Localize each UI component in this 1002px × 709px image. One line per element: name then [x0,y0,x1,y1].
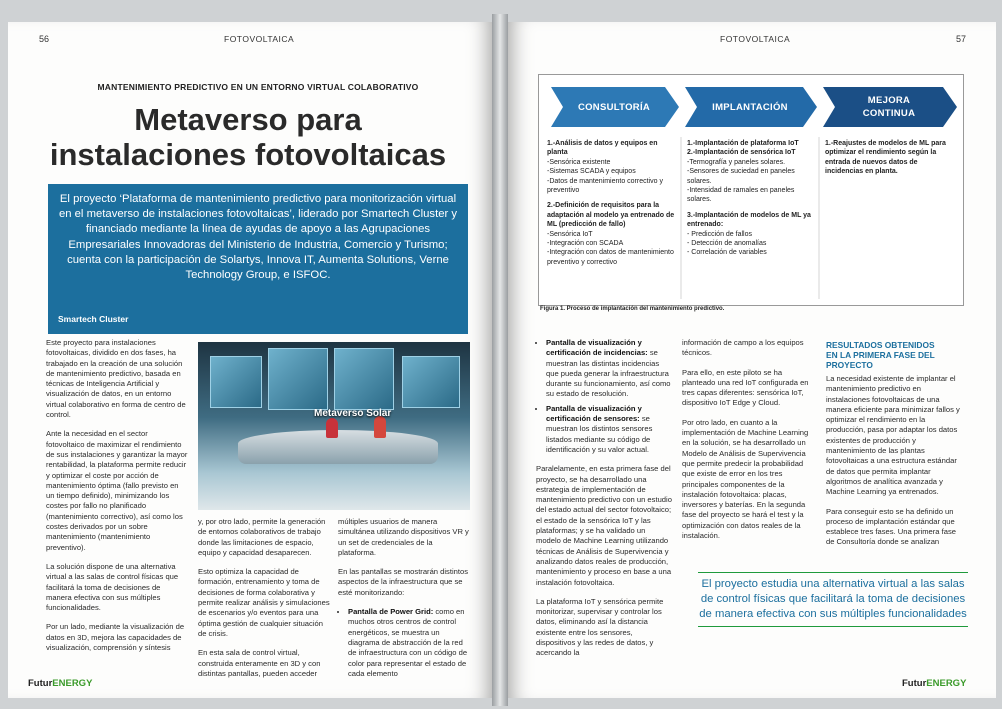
left-column-1 [46,338,188,662]
kicker: MANTENIMIENTO PREDICTIVO EN UN ENTORNO VIRTUAL COLABORATIVO [97,82,419,92]
futurenergy-logo: FuturENERGY [28,678,93,689]
pull-quote: El proyecto estudia una alternativa virtual a las salas de control físicas que facilitará la toma de decisiones de manera efectiva con sus múltiples funcionalidades [698,572,968,627]
lede-box [48,184,468,334]
paragraph: Ante la necesidad en el sector fotovoltaico de maximizar el rendimiento de sus instalaciones y garantizar la mayor rentabilidad, la plataforma permite reducir y optimizar el coste por acción de mantenimiento óptima (fallo previsto en un tiempo definido), minimizando los costes por fallo no planificado (mantenimiento correctivo), así como los costes derivados por un sobre mantenimiento (mantenimiento preventivo). [46,429,188,552]
paragraph: Este proyecto para instalaciones fotovoltaicas, dividido en dos fases, ha trabajado en la creación de una solución de mantenimiento predictivo, basada en técnicas de Inteligencia Artificial y visualización de datos, en un entorno virtual colaborativo en forma de centro de control. [46,338,186,420]
paragraph: y, por otro lado, permite la generación de entornos colaborativos de trabajo donde las limitaciones de espacio, equipo y capacidad desaparecen. [198,517,326,557]
author: Smartech Cluster [58,314,129,324]
title-line-1: Metaverso para [134,102,362,137]
paragraph: En las pantallas se mostrarán distintos aspectos de la infraestructura que se esté monitorizando: [338,567,469,597]
paragraph: Paralelamente, en esta primera fase del proyecto, se ha desarrollado una estrategia de implementación de mantenimiento predictivo con un estudio del estado actual del sector fotovoltaico; el estado de la sensórica IoT y las plataformas; y se ha validado un modelo de Machine Learning utilizando técnicas de Análisis de Supervivencia y analizando datos reales de producción, mantenimiento y proceso en base a una instalación fotovoltaica. [536,464,672,587]
stage-consultoria: CONSULTORÍA [577,101,651,113]
right-column-2 [682,338,816,550]
mejora-steps: 1.-Reajustes de modelos de ML para optimizar el rendimiento según la entrada de nuevos datos de incidencias en planta. [825,140,946,176]
list-item: • Pantalla de visualización y certificación de incidencias: se muestran las distintas incidencias que pueda generar la infraestructura durante su funcionamiento, así como su estado de resolución. [546,338,672,400]
page-number: 56 [39,34,50,44]
control-desk [238,430,438,464]
figure-caption: Figura 1. Proceso de implantación del mantenimiento predictivo. [540,306,725,312]
paragraph: Esto optimiza la capacidad de formación, entrenamiento y toma de decisiones de forma colaborativa y permite realizar análisis y simulaciones de escenarios y/o eventos para una óptima gestión de cualquier situación de crisis. [198,567,330,638]
running-head: FOTOVOLTAICA [720,34,791,44]
virtual-screen [402,356,460,408]
paragraph: En esta sala de control virtual, construida enteramente en 3D y con distintas pantallas, pueden acceder [198,648,321,678]
bullet-text: como en muchos otros centros de control energéticos, se muestra un diagrama de abstracción de la red de infraestructura con un código de color para representar el estado de cada elemento [348,607,468,678]
stage-mejora-continua: MEJORA CONTINUA [862,95,916,119]
virtual-screen [210,356,262,408]
title-line-2: instalaciones fotovoltaicas [49,137,447,172]
bullet-list [338,607,470,679]
consultoria-steps: 1.-Análisis de datos y equipos en planta -Sensórica existente -Sistemas SCADA y equipos -Datos de mantenimiento correctivo y preventivo 2.-Definición de requisitos para la adaptación al modelo ya entrenado de ML (predicción de fallo) -Sensórica IoT -Integración con SCADA -Integración con datos de mantenimiento preventivo y correctivo [547,140,675,266]
paragraph: La solución dispone de una alternativa virtual a las salas de control físicas que facilitará la toma de decisiones de manera efectiva con sus múltiples funcionalidades. [46,561,179,613]
bullet-list [536,338,672,455]
paragraph: Por otro lado, en cuanto a la implementación de Machine Learning en la solución, se ha desarrollado un Modelo de Análisis de Supervivencia que permite predecir la probabilidad que existe de error en los tres principales componentes de la instalación fotovoltaica: placas, inversores y baterías. En la segunda fase del proyecto se hará el test y la optimización con datos reales de la instalación. [682,417,809,541]
spine-gutter [492,14,508,706]
paragraph: Para ello, en este piloto se ha planteado una red IoT configurada en tres capas diferentes: sensórica IoT, dispositivo IoT Edge y Cloud. [682,367,809,408]
section-heading: RESULTADOS OBTENIDOS EN LA PRIMERA FASE DEL PROYECTO [826,340,935,370]
list-item [348,607,470,679]
left-column-2 [198,517,331,688]
avatar-figure [326,418,338,438]
right-column-3 [826,374,966,557]
process-figure [538,74,964,306]
right-page [508,22,996,698]
virtual-screen [334,348,394,410]
paragraph: Por un lado, mediante la visualización de datos en 3D, mejora las capacidades de visualización, comprensión y síntesis [46,622,185,653]
paragraph: La necesidad existente de implantar el mantenimiento predictivo en instalaciones fotovoltaicas de una manera eficiente para minimizar fallos y optimizar el rendimiento en la producción, pasa por adaptar los datos existentes de producción y mantenimiento de las plantas fotovoltaicas a una estructura estándar de datos que permita implantar algoritmos de analítica avanzada y Machine Learning ya entrenados. [826,374,960,497]
paragraph: información de campo a los equipos técnicos. [682,338,804,358]
futurenergy-logo: FuturENERGY [902,678,967,689]
paragraph: múltiples usuarios de manera simultánea utilizando dispositivos VR y un set de credenciales de la plataforma. [338,517,469,557]
list-item: • Pantalla de visualización y certificación de sensores: se muestran los distintos sensores listados mediante su código de identificación y su valor actual. [546,404,672,455]
paragraph: Para conseguir esto se ha definido un proceso de implantación estándar que establece tres fases. Una primera fase de Consultoría donde se analizan [826,506,956,547]
metaverse-control-room-photo [198,342,470,510]
left-column-3 [338,517,470,688]
bullet-term: Pantalla de Power Grid: [348,607,434,617]
implantacion-steps: 1.-Implantación de plataforma IoT 2.-Implantación de sensórica IoT -Termografía y paneles solares. -Sensores de suciedad en paneles solares. -Intensidad de ramales en paneles solares. 3.-Implantación de modelos de ML ya entrenado: - Predicción de fallos - Detección de anomalías - Correlación de variables [687,140,811,257]
running-head: FOTOVOLTAICA [224,34,295,44]
left-page [8,22,492,698]
avatar-figure [374,416,386,438]
article-title [28,102,468,172]
paragraph: La plataforma IoT y sensórica permite monitorizar, supervisar y controlar los datos, eliminando así la distancia existente entre los sensores, dispositivos y las redes de datos, y acercando la [536,596,664,658]
virtual-screen [268,348,328,410]
right-column-1 [536,338,672,668]
page-number: 57 [956,34,967,44]
photo-sign-text: Metaverso Solar [314,408,392,419]
lede-text: El proyecto ‘Plataforma de mantenimiento predictivo para monitorización virtual en el metaverso de instalaciones fotovoltaicas’, liderado por Smartech Cluster y financiado mediante la línea de ayudas de apoyo a las Agrupaciones Empresariales Innovadoras del Ministerio de Industria, Comercio y Turismo; cuenta con la participación de Solartys, Innova IT, Aumenta Solutions, Verne Technology Group, e ISFOC. [58,193,458,282]
stage-implantacion: IMPLANTACIÓN [712,101,788,113]
